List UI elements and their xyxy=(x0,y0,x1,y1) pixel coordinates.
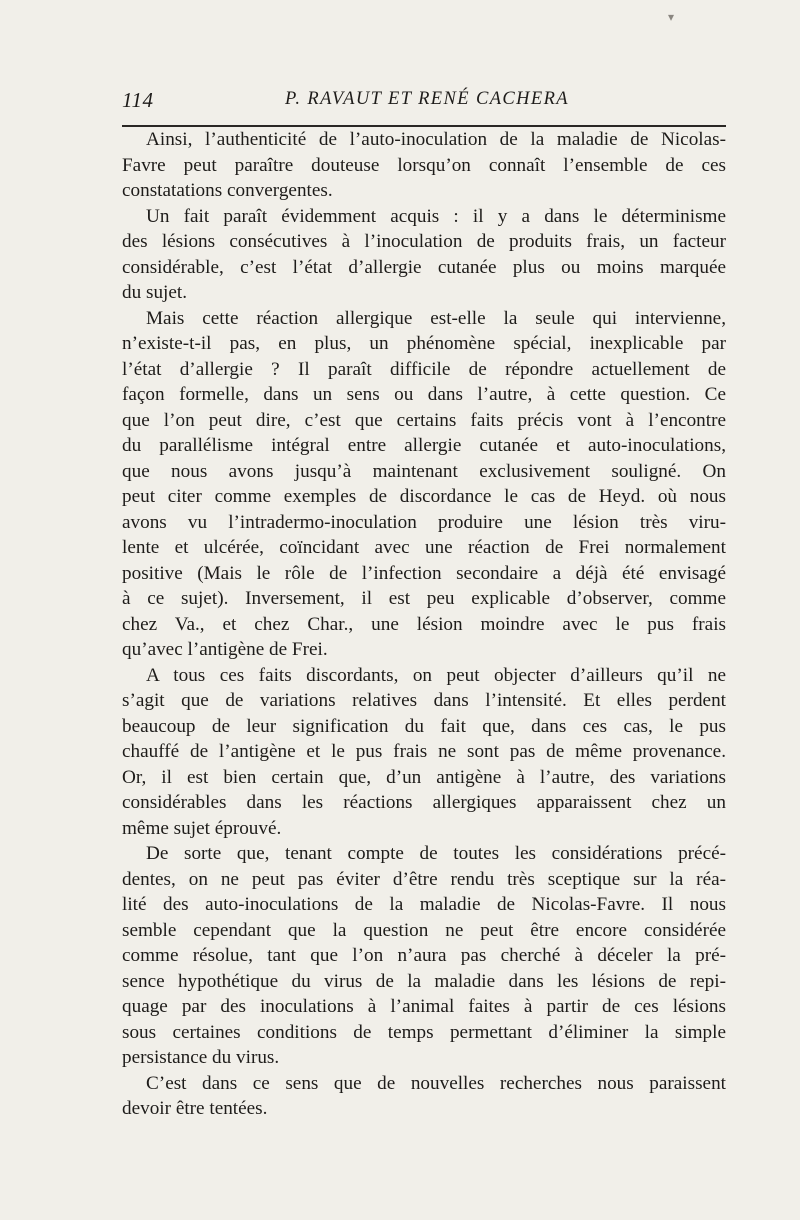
text-line: du parallélisme intégral entre allergie cutanée et auto-inoculations, xyxy=(122,435,726,456)
text-line: semble cependant que la question ne peut être encore considérée xyxy=(122,919,726,941)
text-line: s’agit que de variations relatives dans l’intensité. Et elles perdent xyxy=(122,690,726,711)
text-line: considérable, c’est l’état d’allergie cutanée plus ou moins marquée xyxy=(122,256,726,278)
text-line: à ce sujet). Inversement, il est peu explicable d’observer, comme xyxy=(122,588,726,609)
text-line: sous certaines conditions de temps permettant d’éliminer la simple xyxy=(122,1021,726,1043)
text-line: du sujet. xyxy=(122,282,188,303)
corner-mark-icon: ▾ xyxy=(668,10,675,24)
text-line: n’existe-t-il pas, en plus, un phénomène spécial, inexplicable par xyxy=(122,333,726,354)
text-line: De sorte que, tenant compte de toutes les considérations précé- xyxy=(146,843,726,864)
text-line: Mais cette réaction allergique est-elle la seule qui intervienne, xyxy=(146,307,726,329)
text-line: même sujet éprouvé. xyxy=(122,817,282,839)
text-line: Or, il est bien certain que, d’un antigène à l’autre, des variations xyxy=(122,766,726,788)
text-line: persistance du virus. xyxy=(122,1047,280,1068)
text-line: Favre peut paraître douteuse lorsqu’on connaît l’ensemble de ces xyxy=(122,154,726,176)
text-line: comme résolue, tant que l’on n’aura pas cherché à déceler la pré- xyxy=(122,945,726,966)
text-line: que l’on peut dire, c’est que certains faits précis vont à l’encontre xyxy=(122,409,726,431)
text-line: que nous avons jusqu’à maintenant exclusivement souligné. On xyxy=(122,460,726,482)
text-line: peut citer comme exemples de discordance le cas de Heyd. où nous xyxy=(122,486,726,507)
text-line: A tous ces faits discordants, on peut objecter d’ailleurs qu’il ne xyxy=(146,664,726,686)
text-line: lité des auto-inoculations de la maladie de Nicolas-Favre. Il nous xyxy=(122,894,726,915)
text-line: lente et ulcérée, coïncidant avec une réaction de Frei normalement xyxy=(122,537,726,558)
text-line: quage par des inoculations à l’animal faites à partir de ces lésions xyxy=(122,996,726,1017)
text-line: sence hypothétique du virus de la maladie dans les lésions de repi- xyxy=(122,970,726,992)
text-line: beaucoup de leur signification du fait que, dans ces cas, le pus xyxy=(122,715,726,737)
text-line: constatations convergentes. xyxy=(122,180,333,201)
text-line: positive (Mais le rôle de l’infection secondaire a déjà été envisagé xyxy=(122,562,726,584)
text-line: devoir être tentées. xyxy=(122,1098,268,1119)
text-line: l’état d’allergie ? Il paraît difficile de répondre actuellement de xyxy=(122,358,726,380)
text-line: avons vu l’intradermo-inoculation produire une lésion très viru- xyxy=(122,511,726,533)
body-text xyxy=(122,127,726,1122)
text-line: C’est dans ce sens que de nouvelles recherches nous paraissent xyxy=(146,1072,726,1094)
text-line: qu’avec l’antigène de Frei. xyxy=(122,639,328,660)
page-number: 114 xyxy=(122,88,154,112)
text-line: considérables dans les réactions allergiques apparaissent chez un xyxy=(122,792,726,813)
text-line: chauffé de l’antigène et le pus frais ne sont pas de même provenance. xyxy=(122,741,726,762)
text-line: Un fait paraît évidemment acquis : il y a dans le déterminisme xyxy=(146,205,726,227)
text-line: façon formelle, dans un sens ou dans l’autre, à cette question. Ce xyxy=(122,384,726,405)
text-line: chez Va., et chez Char., une lésion moindre avec le pus frais xyxy=(122,613,726,635)
running-title: P. RAVAUT ET RENÉ CACHERA xyxy=(285,89,570,109)
text-line: dentes, on ne peut pas éviter d’être rendu très sceptique sur la réa- xyxy=(122,868,726,890)
text-line: des lésions consécutives à l’inoculation de produits frais, un facteur xyxy=(122,231,726,252)
page-header xyxy=(122,88,726,116)
text-line: Ainsi, l’authenticité de l’auto-inoculation de la maladie de Nicolas- xyxy=(146,129,726,150)
